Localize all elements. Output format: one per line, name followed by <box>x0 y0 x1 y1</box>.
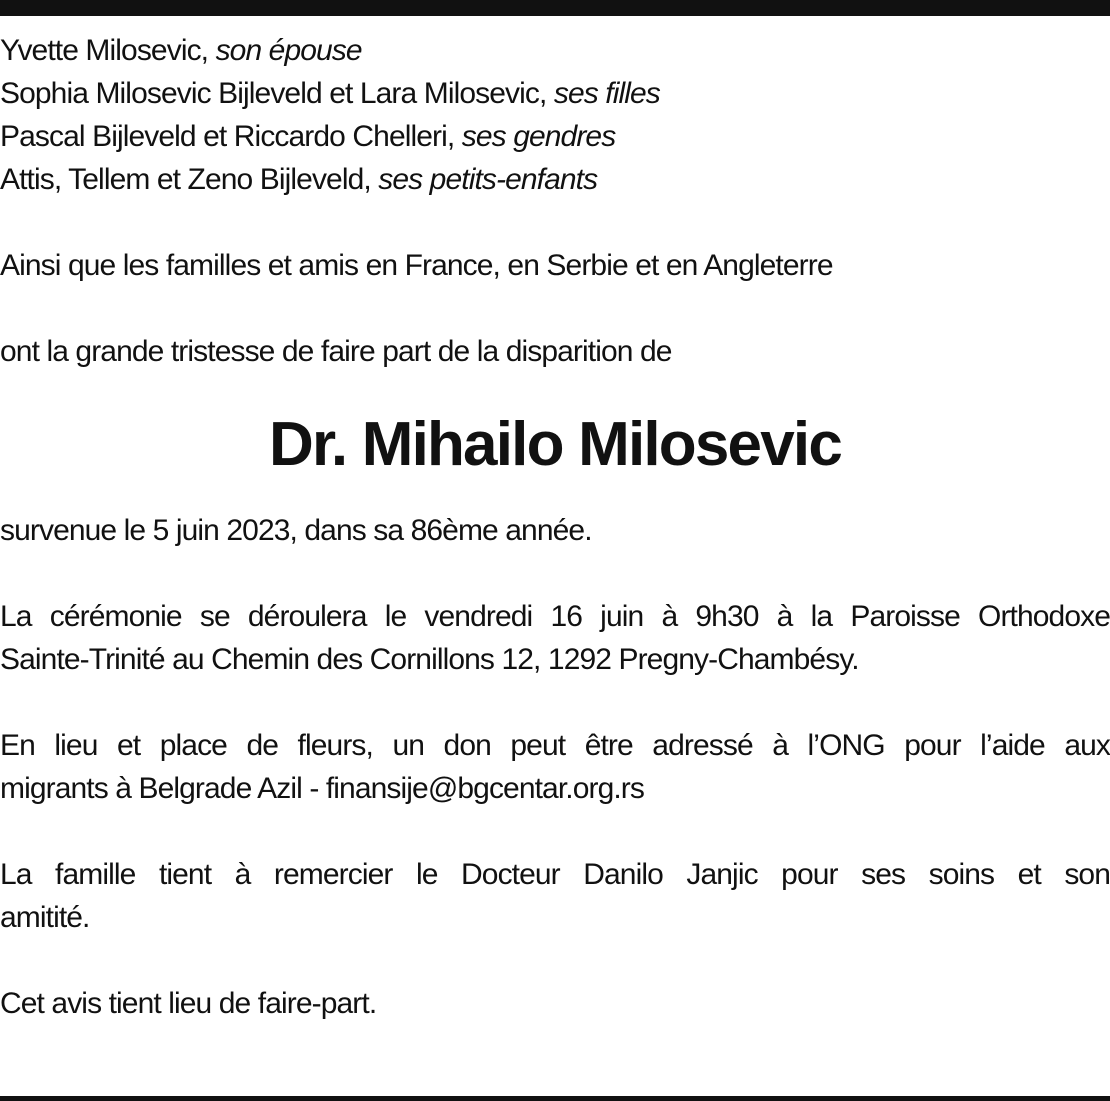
family-member-role: ses petits-enfants <box>378 163 598 196</box>
ceremony-line-1: La cérémonie se déroulera le vendredi 16 juin à 9h30 à la Paroisse Orthodoxe <box>0 600 1110 633</box>
deceased-name: Dr. Mihailo Milosevic <box>268 410 842 479</box>
family-line-spouse <box>0 29 1110 72</box>
donation-text: En lieu et place de fleurs, un don peut être adressé à l’ONG pour l’aide aux <box>0 729 1110 762</box>
obituary-notice <box>0 29 1110 1025</box>
thanks-text: La famille tient à remercier le Docteur Danilo Janjic pour ses soins et son <box>0 858 1110 891</box>
bottom-rule <box>0 1096 1110 1101</box>
announcement-line: ont la grande tristesse de faire part de la disparition de <box>0 335 672 368</box>
donation-line-1 <box>0 724 1110 767</box>
closing-line: Cet avis tient lieu de faire-part. <box>0 987 377 1020</box>
family-member-name: Attis, Tellem et Zeno Bijleveld, <box>0 163 379 196</box>
family-line-daughters <box>0 72 1110 115</box>
top-rule <box>0 0 1110 16</box>
family-member-name: Sophia Milosevic Bijleveld et Lara Milosevic, <box>0 77 554 110</box>
family-line-sons-in-law <box>0 115 1110 158</box>
family-member-role: son épouse <box>215 34 362 67</box>
family-member-role: ses gendres <box>461 120 616 153</box>
family-member-name: Pascal Bijleveld et Riccardo Chelleri, <box>0 120 462 153</box>
family-member-role: ses filles <box>553 77 660 110</box>
family-member-name: Yvette Milosevic, <box>0 34 216 67</box>
thanks-line-2: amitité. <box>0 901 90 934</box>
donation-line-2: migrants à Belgrade Azil - finansije@bgcentar.org.rs <box>0 772 644 805</box>
death-info-line: survenue le 5 juin 2023, dans sa 86ème année. <box>0 514 592 547</box>
ceremony-line-2: Sainte-Trinité au Chemin des Cornillons 12, 1292 Pregny-Chambésy. <box>0 643 859 676</box>
extended-family-line: Ainsi que les familles et amis en France, en Serbie et en Angleterre <box>0 249 833 282</box>
family-line-grandchildren <box>0 158 1110 201</box>
thanks-line-1 <box>0 853 1110 896</box>
